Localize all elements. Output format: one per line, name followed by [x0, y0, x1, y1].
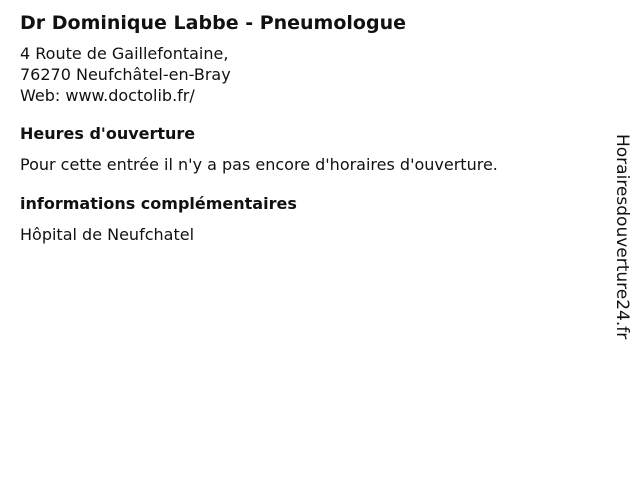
address-block	[20, 43, 580, 106]
address-city: 76270 Neufchâtel-en-Bray	[20, 65, 231, 84]
page-title: Dr Dominique Labbe - Pneumologue	[20, 12, 406, 34]
opening-hours-heading: Heures d'ouverture	[20, 124, 196, 143]
site-watermark: Horairesdouverture24.fr	[612, 134, 632, 340]
opening-hours-text: Pour cette entrée il n'y a pas encore d'horaires d'ouverture.	[20, 155, 498, 174]
additional-info-heading: informations complémentaires	[20, 194, 297, 213]
additional-info-text: Hôpital de Neufchatel	[20, 225, 195, 244]
website-text: Web: www.doctolib.fr/	[20, 86, 195, 105]
listing-card	[20, 10, 580, 246]
address-street: 4 Route de Gaillefontaine,	[20, 44, 229, 63]
